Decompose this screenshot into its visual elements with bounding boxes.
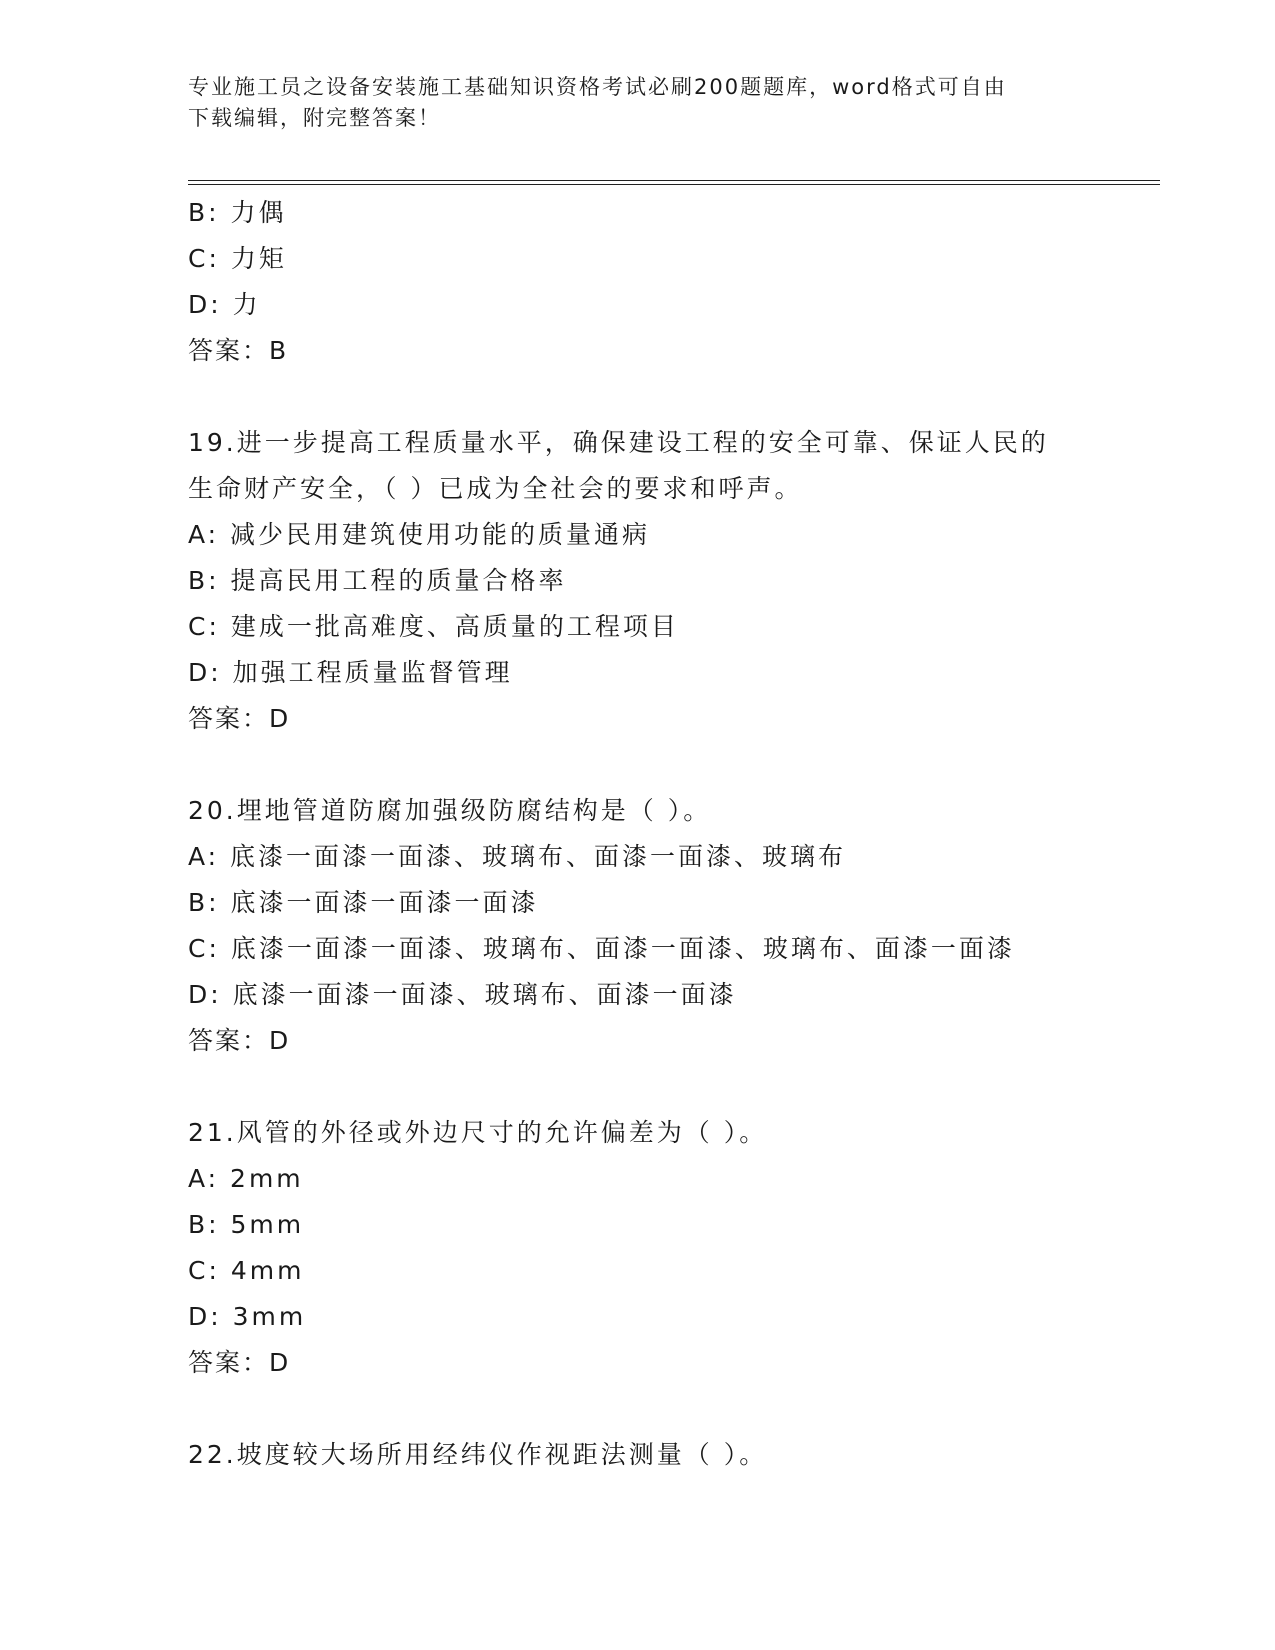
option-b: B: 5mm [188,1210,305,1239]
option-c: C: 4mm [188,1256,305,1285]
option-d: D: 加强工程质量监督管理 [188,658,513,687]
question-18-tail [188,190,1148,374]
question-stem-continued: 生命财产安全，（ ）已成为全社会的要求和呼声。 [188,474,803,503]
option-a: A: 底漆一面漆一面漆、玻璃布、面漆一面漆、玻璃布 [188,842,847,871]
question-20 [188,788,1148,1064]
option-c: C: 底漆一面漆一面漆、玻璃布、面漆一面漆、玻璃布、面漆一面漆 [188,934,1015,963]
question-stem: 21.风管的外径或外边尺寸的允许偏差为（ ）。 [188,1118,768,1147]
option-a: A: 减少民用建筑使用功能的质量通病 [188,520,651,549]
option-a: A: 2mm [188,1164,304,1193]
option-d: D: 力 [188,290,261,319]
answer: 答案：D [188,1026,291,1055]
answer: 答案：B [188,336,289,365]
question-19 [188,420,1148,742]
option-b: B: 力偶 [188,198,287,227]
answer: 答案：D [188,704,291,733]
question-list [188,190,1148,1478]
question-21 [188,1110,1148,1386]
option-d: D: 底漆一面漆一面漆、玻璃布、面漆一面漆 [188,980,737,1009]
question-22 [188,1432,1148,1478]
header-divider [188,180,1160,185]
question-stem: 20.埋地管道防腐加强级防腐结构是（ ）。 [188,796,712,825]
option-b: B: 提高民用工程的质量合格率 [188,566,567,595]
header-title-line-1: 专业施工员之设备安装施工基础知识资格考试必刷200题题库，word格式可自由 [188,75,1007,99]
option-b: B: 底漆一面漆一面漆一面漆 [188,888,539,917]
question-stem: 22.坡度较大场所用经纬仪作视距法测量（ ）。 [188,1440,768,1469]
option-d: D: 3mm [188,1302,307,1331]
header-title-line-2: 下载编辑，附完整答案！ [188,106,441,130]
answer: 答案：D [188,1348,291,1377]
option-c: C: 建成一批高难度、高质量的工程项目 [188,612,679,641]
document-header [188,72,1088,134]
option-c: C: 力矩 [188,244,287,273]
question-stem: 19.进一步提高工程质量水平，确保建设工程的安全可靠、保证人民的 [188,428,1049,457]
